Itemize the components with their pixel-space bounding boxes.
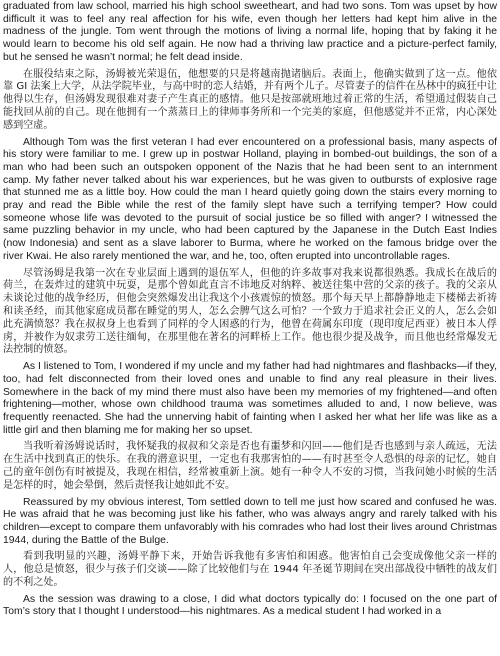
paragraph-chinese-1: 在服役结束之际，汤姆被光荣退伍，他想要的只是将越南抛诸脑后。表面上，他确实做到了这一点。他依靠 GI 法案上大学，从法学院毕业，与高中时的恋人结婚，并有两个儿子。尽管妻子的信件在丛林中的疯狂中让他得以生存，但汤姆发现很难对妻子产生真正的感情。他只是按部就班地过着正常的生活，希望通过假装自己能找回从前的自己。现在他拥有一个蒸蒸日上的律师事务所和一个完美的家庭，但他感觉并不正常，内心深处感到空虚。 xyxy=(3,68,497,131)
paragraph-chinese-3: 当我听着汤姆说话时，我怀疑我的叔叔和父亲是否也有噩梦和闪回——他们是否也感到与亲人疏远，无法在生活中找到真正的快乐。在我的潜意识里，一定也有我那害怕的——有时甚至令人恐惧的母亲的记忆，她自己的童年创伤有时被提及，我现在相信，经常被重新上演。她有一种令人不安的习惯，当我问她小时候的生活是怎样的时，她会晕倒，然后责怪我让她如此不安。 xyxy=(3,441,497,491)
paragraph-english-5: As the session was drawing to a close, I did what doctors typically do: I focused on the one part of Tom’s story that I thought I understood—his nightmares. As a medical student I had worked in a xyxy=(3,593,497,618)
paragraph-chinese-2: 尽管汤姆是我第一次在专业层面上遇到的退伍军人，但他的许多故事对我来说都很熟悉。我成长在战后的荷兰，在轰炸过的建筑中玩耍，是那个曾如此直言不讳地反对纳粹、被送往集中营的父亲的孩子。我的父亲从未谈论过他的战争经历，但他会突然爆发出让我这个小孩震惊的愤怒。那个每天早上都静静地走下楼梯去祈祷和读圣经，而其他家庭成员都在睡觉的男人，怎么会脾气这么可怕？一个致力于追求社会正义的人，怎么会如此充满愤怒？我在叔叔身上也看到了同样的令人困惑的行为，他曾在荷属东印度（现印度尼西亚）被日本人俘虏，并被作为奴隶劳工送往缅甸，在那里他在著名的河畔桥上工作。他也很少提及战争，而且他也经常爆发无法控制的愤怒。 xyxy=(3,267,497,356)
paragraph-chinese-4: 看到我明显的兴趣，汤姆平静下来，开始告诉我他有多害怕和困惑。他害怕自己会变成像他父亲一样的人，他总是愤怒，很少与孩子们交谈——除了比较他们与在 1944 年圣诞节期间在突出部战役中牺牲的战友们的不利之处。 xyxy=(3,551,497,588)
paragraph-english-4: Reassured by my obvious interest, Tom settled down to tell me just how scared and confused he was. He was afraid that he was becoming just like his father, who was always angry and rarely talked with his children—except to compare them unfavorably with his comrades who had lost their lives around Christmas 1944, during the Battle of the Bulge. xyxy=(3,496,497,546)
paragraph-english-1: graduated from law school, married his high school sweetheart, and had two sons. Tom was upset by how difficult it was to feel any real affection for his wife, even though her letters had kept him alive in the madness of the jungle. Tom went through the motions of living a normal life, hoping that by faking it he would learn to become his old self again. He now had a thriving law practice and a picture-perfect family, but he sensed he wasn’t normal; he felt dead inside. xyxy=(3,1,497,63)
paragraph-english-2: Although Tom was the first veteran I had ever encountered on a professional basis, many aspects of his story were familiar to me. I grew up in postwar Holland, playing in bombed-out buildings, the son of a man who had been such an outspoken opponent of the Nazis that he had been sent to an internment camp. My father never talked about his war experiences, but he was given to outbursts of explosive rage that stunned me as a little boy. How could the man I heard quietly going down the stairs every morning to pray and read the Bible while the rest of the family slept have such a terrifying temper? How could someone whose life was devoted to the pursuit of social justice be so filled with anger? I witnessed the same puzzling behavior in my uncle, who had been captured by the Japanese in the Dutch East Indies (now Indonesia) and sent as a slave laborer to Burma, where he worked on the famous bridge over the river Kwai. He also rarely mentioned the war, and he, too, often erupted into uncontrollable rages. xyxy=(3,136,497,262)
book-page xyxy=(3,1,497,655)
paragraph-english-3: As I listened to Tom, I wondered if my uncle and my father had had nightmares and flashbacks—if they, too, had felt disconnected from their loved ones and unable to find any real pleasure in their lives. Somewhere in the back of my mind there must also have been my memories of my frightened—and often frightening—mother, whose own childhood trauma was sometimes alluded to and, I now believe, was frequently reenacted. She had the unnerving habit of fainting when I asked her what her life was like as a little girl and then blaming me for making her so upset. xyxy=(3,361,497,436)
